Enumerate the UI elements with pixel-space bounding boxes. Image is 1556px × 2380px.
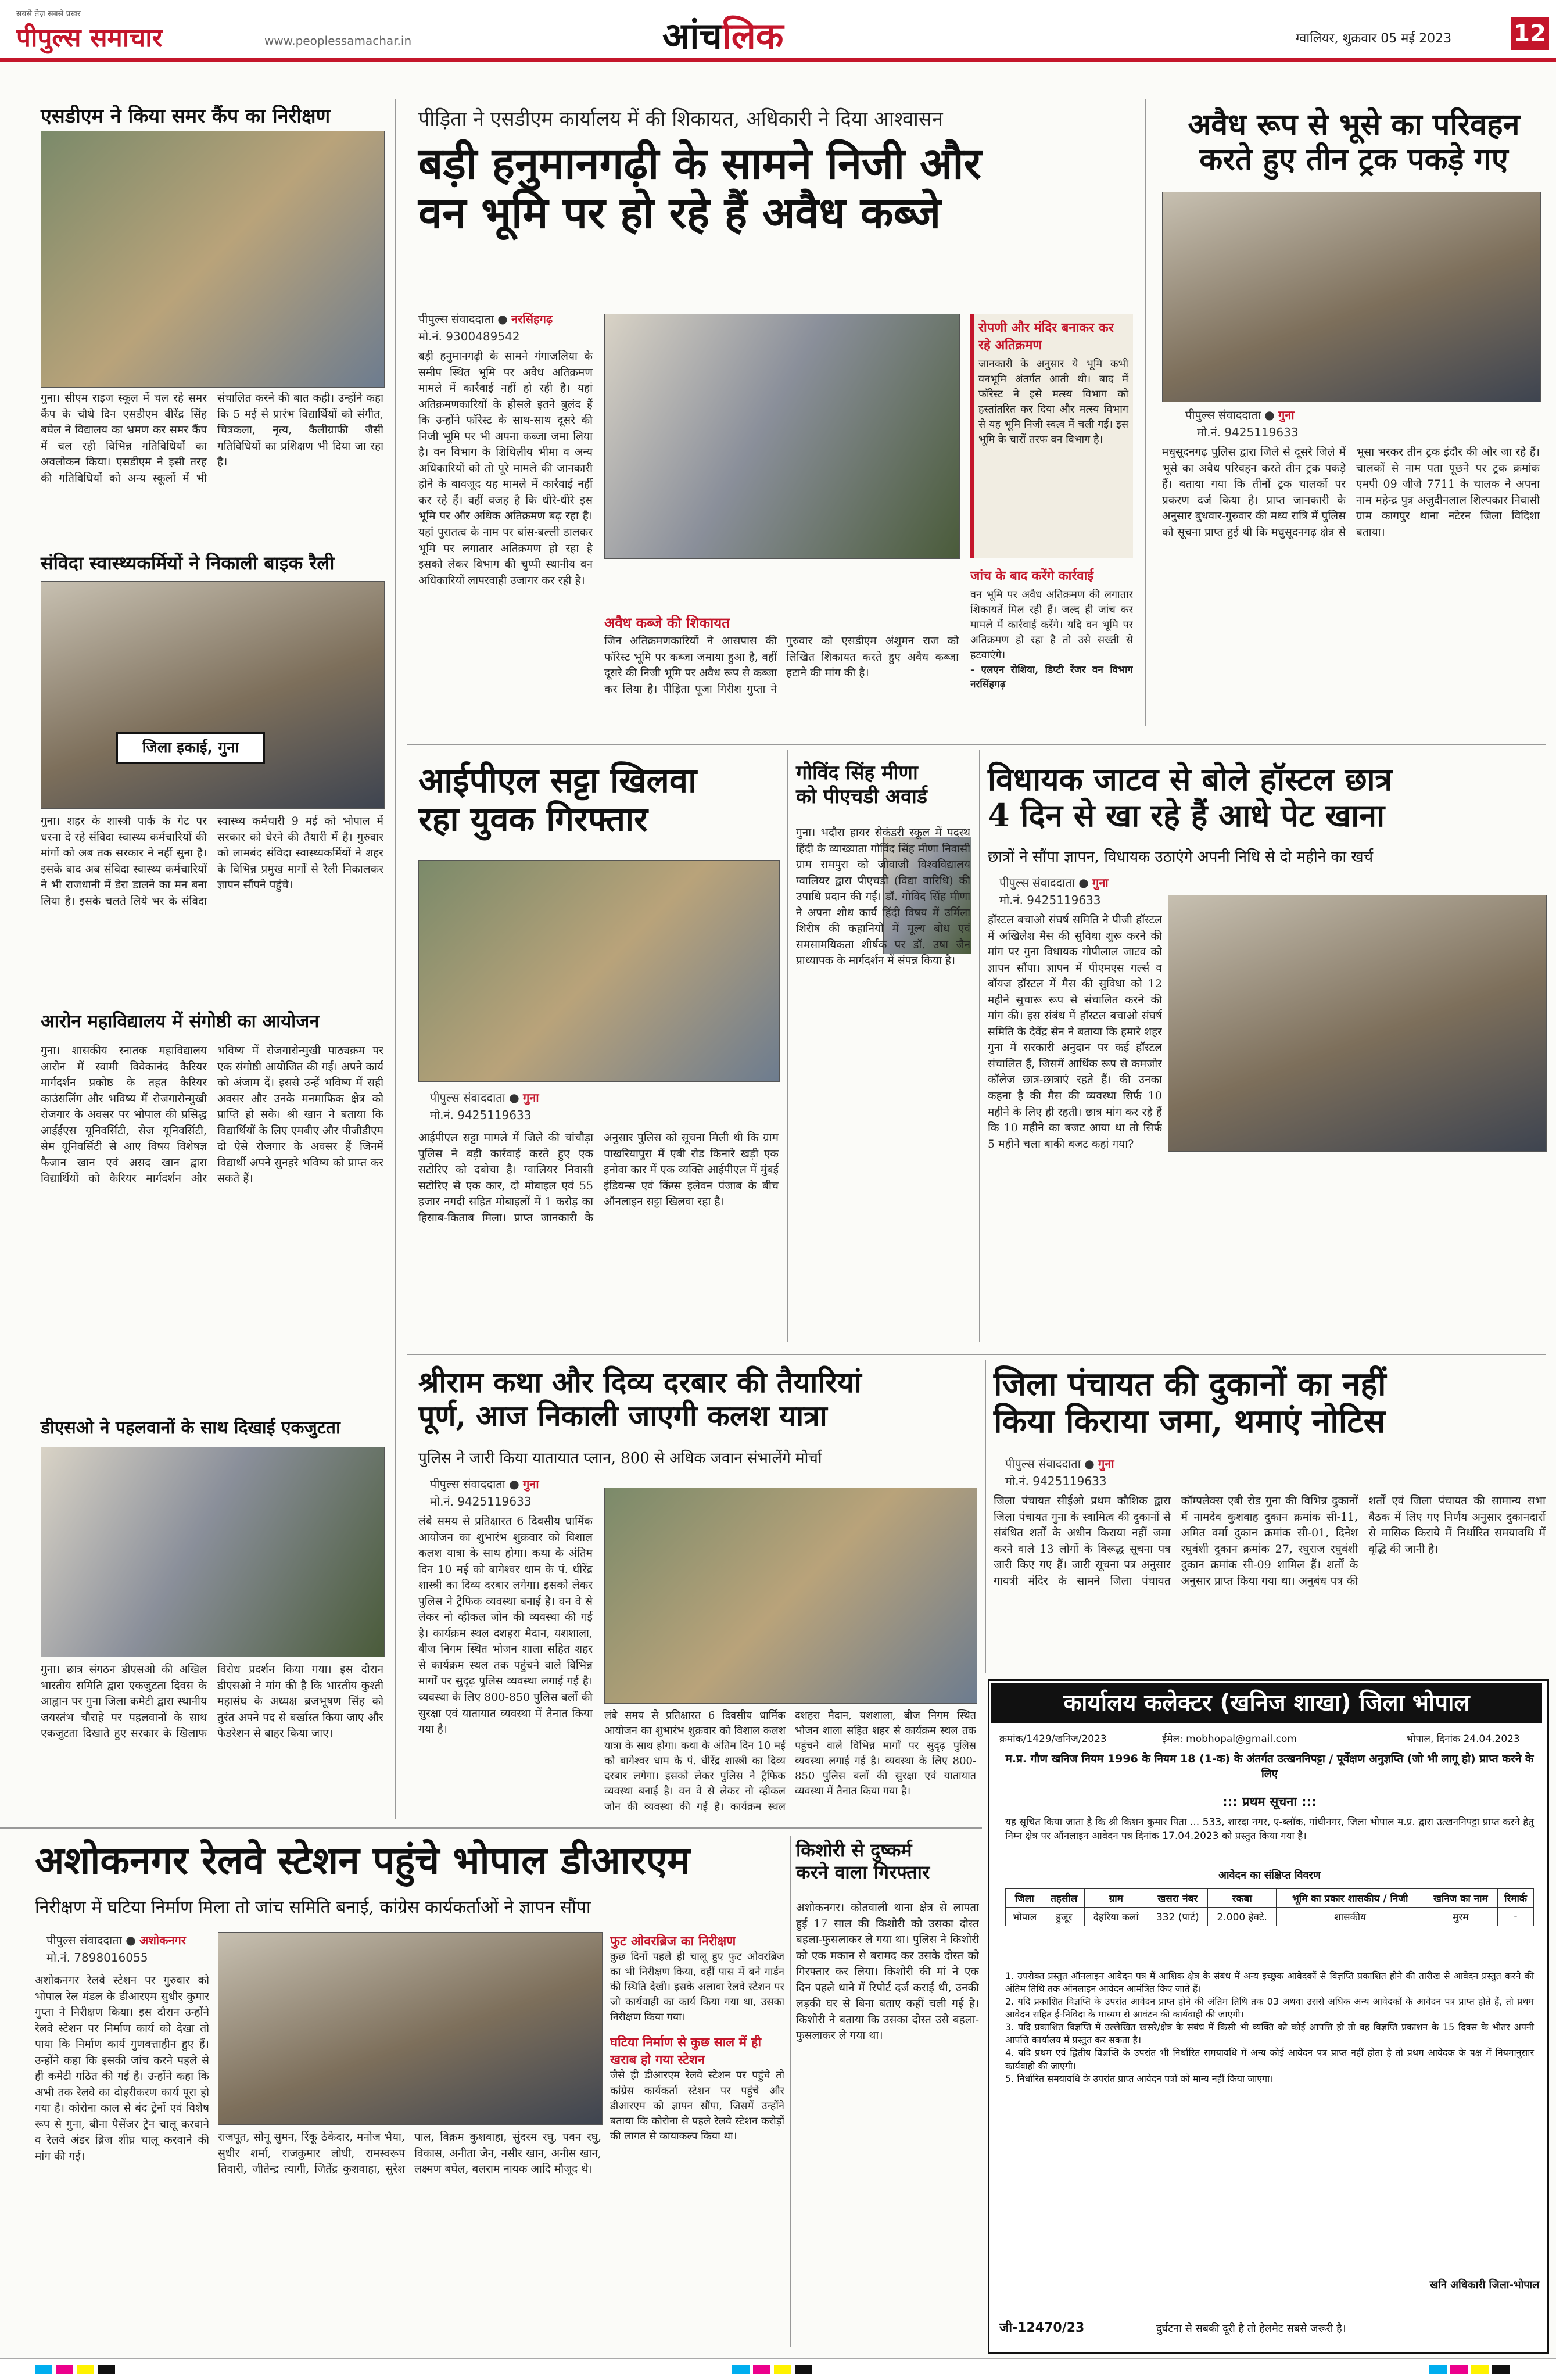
katha-press-photo bbox=[604, 1488, 977, 1704]
encroachment-box-head: रोपणी और मंदिर बनाकर कर रहे अतिक्रमण bbox=[978, 321, 1114, 353]
ipl-headline bbox=[418, 761, 779, 838]
drm-inspection-photo bbox=[218, 1932, 603, 2125]
trucks-photo bbox=[1162, 192, 1541, 402]
logo-tagline: सबसे तेज़ सबसे प्रखर bbox=[16, 9, 81, 19]
column-divider bbox=[790, 1836, 791, 2347]
hostel-text: हॉस्टल बचाओ संघर्ष समिति ने पीजी हॉस्टल में अखिलेश मैस की सुविधा शुरू करने की मांग पर गुना विधायक गोपीलाल जाटव को ज्ञापन सौंपा। ज्ञापन में पीएमएस गर्ल्स व बॉयज हॉस्टल में मैस की सुविधा को 12 महीने सुचारू रूप से संचालित करने की मांग की। इस संबंध में हॉस्टल बचाओ संघर्ष समिति के देवेंद्र सेन ने बताया कि हमारे शहर गुना में सरकारी अनुदान पर कई हॉस्टल संचालित हैं, जिसमें आर्थिक रूप से कमजोर कॉलेज छात्र-छात्राएं रहते हैं। की उनका कहना है की मैस की व्यवस्था सिर्फ 10 महीने के लिए ही रहती। छात्र मांग कर रहे हैं कि 10 महीने का बजट आया था तो सिर्फ 5 महीने चला बाकी बजट कहां गया? bbox=[988, 913, 1162, 1150]
hostel-memorandum-photo bbox=[1168, 895, 1547, 1152]
lead-text2: जिन अतिक्रमणकारियों ने आसपास की फॉरेस्ट भूमि पर कब्जा जमाया हुआ है, वहीं दूसरे की निजी भूमि पर अवैध रूप से कब्जा कर लिया है। पीड़िता पूजा गिरीश गुप्ता ने गुरुवार को एसडीएम अंशुमन राज को लिखित शिकायत करते हुए अवैध कब्जा हटाने की मांग की है। bbox=[604, 635, 959, 696]
hostel-place: गुना bbox=[1092, 876, 1109, 890]
footbridge-text: कुछ दिनों पहले ही चालू हुए फुट ओवरब्रिज का भी निरीक्षण किया, वहीं पास में बने गार्डन की स्थिति देखी। इसके अलावा रेलवे स्टेशन पर जो कार्यवाही का कार्य किया गया था, उसका निरीक्षण किया गया। bbox=[610, 1951, 784, 2024]
lead-kicker: पीड़िता ने एसडीएम कार्यालय में की शिकायत, अधिकारी ने दिया आश्वासन bbox=[418, 107, 943, 131]
ad-clauses bbox=[1005, 1970, 1534, 2085]
panchayat-headline-line1: जिला पंचायत की दुकानों का नहीं bbox=[994, 1365, 1386, 1403]
website-url[interactable]: www.peoplessamachar.in bbox=[264, 34, 412, 48]
rally-banner: जिला इकाई, गुना bbox=[116, 732, 265, 764]
kishori-headline bbox=[796, 1839, 982, 1884]
lead-text: बड़ी हनुमानगढ़ी के सामने गंगाजलिया के समीप स्थित भूमि पर अवैध अतिक्रमण मामले में कार्रवाई नहीं हो रही है। यहां अतिक्रमणकारियों के हौसले इतने बुलंद हैं कि उन्होंने फॉरेस्ट के साथ-साथ दूसरे की निजी भूमि पर भी अपना कब्जा जमा लिया है। वन विभाग के शिथिलीय भीमा व अन्य अधिकारियों को तो पूरे मामले की जानकारी होने के बावजूद यह मामले में कार्रवाई नहीं कर रहे हैं। वहीं वजह है कि धीरे-धीरे इस भूमि पर और अधिक अतिक्रमण बढ़ रहा है। यहां पुरातत्व के नाम पर बांस-बल्ली डालकर भूमि पर लगातार अतिक्रमण हो रहा है इसको लेकर विभाग की चुप्पी स्थानीय वन अधिकारियों लापरवाही उजागर कर रही है। bbox=[418, 350, 593, 587]
ad-td: शासकीय bbox=[1277, 1908, 1424, 1926]
section-title-part1: आंच bbox=[662, 15, 722, 57]
katha-text-continued: लंबे समय से प्रतिक्षारत 6 दिवसीय धार्मिक आयोजन का शुभारंभ शुक्रवार को विशाल कलश यात्रा के साथ होगा। कथा के अंतिम दिन 10 मई को बागेश्वर धाम के पं. धीरेंद्र शास्त्री का दिव्य दरबार लगेगा। इसको लेकर पुलिस ने ट्रैफिक व्यवस्था बनाई है। वन वे से लेकर नो व्हीकल जोन की व्यवस्था की गई है। कार्यक्रम स्थल दशहरा मैदान, यशशाला, बीज निगम स्थित भोजन शाला सहित शहर से कार्यक्रम स्थल तक पहुंचने वाले विभिन्न मार्गों पर सुदृढ़ पुलिस व्यवस्था लगाई गई है। व्यवस्था के लिए 800-850 पुलिस बलों की सुरक्षा एवं यातायात व्यवस्था में तैनात किया गया है। bbox=[604, 1709, 976, 1813]
section-divider bbox=[407, 1354, 1546, 1355]
ad-table-header-row bbox=[1006, 1889, 1534, 1908]
ashoknagar-phone: मो.नं. 7898016055 bbox=[46, 1951, 148, 1965]
trucks-place: गुना bbox=[1278, 408, 1295, 422]
panchayat-phone: मो.नं. 9425119633 bbox=[1005, 1474, 1107, 1488]
newspaper-logo bbox=[16, 8, 163, 54]
ad-td: - bbox=[1497, 1908, 1533, 1926]
ipl-phone: मो.नं. 9425119633 bbox=[430, 1108, 532, 1122]
poor-construction-text: जैसे ही डीआरएम रेलवे स्टेशन पर पहुंचे तो कांग्रेस कार्यकर्ता स्टेशन पर पहुंचे और डीआरएम को ज्ञापन सौंपा, जिसमें उन्होंने बताया कि कोरोना से पहले रेलवे स्टेशन करोड़ों की लागत से कायाकल्प किया था। bbox=[610, 2069, 784, 2142]
katha-byline: पीपुल्स संवाददाता ● गुना bbox=[430, 1477, 539, 1491]
phd-headline-line1: गोविंद सिंह मीणा bbox=[796, 761, 918, 784]
ad-td: हुजूर bbox=[1044, 1908, 1085, 1926]
hostel-headline-line1: विधायक जाटव से बोले हॉस्टल छात्र bbox=[988, 761, 1393, 798]
katha-place: गुना bbox=[523, 1477, 539, 1491]
ad-td: 2.000 हेक्टे. bbox=[1208, 1908, 1277, 1926]
ad-th: रिमार्क bbox=[1497, 1889, 1533, 1908]
hostel-phone: मो.नं. 9425119633 bbox=[999, 893, 1101, 907]
poor-construction-head: घटिया निर्माण से कुछ साल में ही खराब हो गया स्टेशन bbox=[610, 2035, 762, 2068]
bike-rally-headline: संविदा स्वास्थ्यकर्मियों ने निकाली बाइक रैली bbox=[41, 552, 335, 574]
ipl-reporter: पीपुल्स संवाददाता bbox=[430, 1091, 505, 1105]
ad-th: तहसील bbox=[1044, 1889, 1085, 1908]
ad-td: 332 (पार्ट) bbox=[1148, 1908, 1207, 1926]
ad-ref: क्रमांक/1429/खनिज/2023 bbox=[999, 1733, 1107, 1745]
lead-headline-line1: बड़ी हनुमानगढ़ी के सामने निजी और bbox=[418, 139, 981, 189]
bike-rally-photo bbox=[41, 581, 385, 809]
katha-phone: मो.नं. 9425119633 bbox=[430, 1494, 532, 1508]
ashoknagar-kicker: निरीक्षण में घटिया निर्माण मिला तो जांच समिति बनाई, कांग्रेस कार्यकर्ताओं ने ज्ञापन सौंपा bbox=[35, 1897, 591, 1917]
panchayat-text: जिला पंचायत सीईओ प्रथम कौशिक द्वारा जिला पंचायत गुना के स्वामित्व की दुकानों से संबंधित शर्तों के अधीन किराया नहीं जमा करने वाले 13 लोगों के विरूद्ध सूचना पत्र जारी किए गए हैं। जारी सूचना पत्र अनुसार गायत्री मंदिर के सामने जिला पंचायत कॉम्पलेक्स एबी रोड गुना की विभिन्न दुकानों में नामदेव कुशवाह दुकान क्रमांक सी-11, अमित वर्मा दुकान क्रमांक सी-01, दिनेश रघुवंशी दुकान क्रमांक 27, रघुराज रघुवंशी दुकान क्रमांक सी-09 शामिल हैं। शर्तों के अनुसार प्राप्त किया गया था। अनुबंध पत्र की शर्तों एवं जिला पंचायत की सामान्य सभा बैठक में लिए गए निर्णय अनुसार दुकानदारों से मासिक किराये में निर्धारित समयावधि में वृद्धि की जानी है। bbox=[994, 1494, 1546, 1587]
trucks-phone: मो.नं. 9425119633 bbox=[1197, 425, 1299, 439]
summer-camp-photo bbox=[41, 131, 385, 388]
column-divider bbox=[979, 750, 980, 1342]
ad-td: देहरिया कलां bbox=[1085, 1908, 1148, 1926]
ad-th: खसरा नंबर bbox=[1148, 1889, 1207, 1908]
hostel-byline: पीपुल्स संवाददाता ● गुना bbox=[999, 876, 1109, 890]
panchayat-byline: पीपुल्स संवाददाता ● गुना bbox=[1005, 1457, 1114, 1471]
trucks-text: मधुसूदनगढ़ पुलिस द्वारा जिले से दूसरे जिले में भूसे का अवैध परिवहन करते तीन ट्रक पकड़े हैं। बताया गया कि तीनों ट्रक चालकों पर प्रकरण दर्ज किया है। प्राप्त जानकारी के अनुसार बुधवार-गुरुवार की मध्य रात्रि में पुलिस को सूचना प्राप्त हुई थी कि मधुसूदनगढ़ क्षेत्र से भूसा भरकर तीन ट्रक इंदौर की ओर जा रहे हैं। चालकों से नाम पता पूछने पर ट्रक क्रमांक एमपी 09 जीजे 7711 के चालक ने अपना नाम महेन्द्र पुत्र अजुदीनलाल शिल्पकार निवासी ग्राम कागपुर थाना नटेरन जिला विदिशा बताया। bbox=[1162, 446, 1540, 539]
kishori-headline-line2: करने वाला गिरफ्तार bbox=[796, 1861, 930, 1884]
ipl-arrest-photo bbox=[418, 860, 780, 1082]
lead-place: नरसिंहगढ़ bbox=[511, 312, 553, 326]
dso-headline: डीएसओ ने पहलवानों के साथ दिखाई एकजुटता bbox=[41, 1418, 340, 1438]
dso-text: गुना। छात्र संगठन डीएसओ की अखिल भारतीय समिति द्वारा एकजुटता दिवस के आह्वान पर गुना जिला कमेटी द्वारा स्थानीय जयस्तंभ चौराहे पर पहलवानों के साथ एकजुटता दिखाते हुए सरकार के खिलाफ विरोध प्रदर्शन किया गया। इस दौरान डीएसओ ने मांग की है कि भारतीय कुश्ती महासंघ के अध्यक्ष ब्रजभूषण सिंह को तुरंत अपने पद से बर्खास्त किया जाए और फेडरेशन से बाहर किया जाए। bbox=[41, 1663, 383, 1740]
trucks-reporter: पीपुल्स संवाददाता bbox=[1185, 408, 1261, 422]
ad-intro: यह सूचित किया जाता है कि श्री किशन कुमार पिता ... 533, शारदा नगर, ए-ब्लॉक, गांधीनगर, जिला भोपाल म.प्र. द्वारा उत्खननिपट्टा प्राप्त करने हेतु निम्न क्षेत्र पर ऑनलाइन आवेदन पत्र दिनांक 17.04.2023 को प्रस्तुत किया गया है। bbox=[1005, 1816, 1534, 1842]
panchayat-headline bbox=[994, 1365, 1546, 1440]
ashoknagar-byline: पीपुल्स संवाददाता ● अशोकनगर bbox=[46, 1933, 186, 1947]
ad-clause: 4. यदि प्रथम एवं द्वितीय विज्ञप्ति के उपरांत भी निर्धारित समयावधि में अन्य कोई आवेदन पत्र प्राप्त नहीं होता है तो प्रथम आवेदक के पक्ष में नियमानुसार कार्यवाही की जाएगी। bbox=[1005, 2047, 1534, 2071]
ad-code: जी-12470/23 bbox=[999, 2321, 1085, 2335]
section-divider bbox=[407, 744, 1546, 745]
ad-email: ईमेल: mobhopal@gmail.com bbox=[1162, 1733, 1297, 1745]
footbridge-head: फुट ओवरब्रिज का निरीक्षण bbox=[610, 1934, 736, 1949]
column-divider bbox=[787, 750, 788, 1342]
ad-clause: 3. यदि प्रकाशित विज्ञप्ति में उल्लेखित खसरे/क्षेत्र के संबंध में किसी भी व्यक्ति को कोई आपत्ति हो तो वह विज्ञप्ति प्रकाशन के 15 दिवस के भीतर अपनी आपत्ति कार्यालय में प्रस्तुत कर सकता है। bbox=[1005, 2021, 1534, 2046]
encroachment-box bbox=[970, 314, 1133, 558]
dateline: ग्वालियर, शुक्रवार 05 मई 2023 bbox=[1296, 31, 1452, 46]
ad-th: रकबा bbox=[1208, 1889, 1277, 1908]
hostel-headline bbox=[988, 761, 1546, 833]
ashoknagar-place: अशोकनगर bbox=[139, 1933, 186, 1947]
print-registration-bar bbox=[0, 2358, 1556, 2380]
lead-phone: मो.नं. 9300489542 bbox=[418, 329, 520, 343]
bike-rally-text: गुना। शहर के शास्त्री पार्क के गेट पर धरना दे रहे संविदा स्वास्थ्य कर्मचारियों की मांगों को अब तक सरकार ने नहीं सुना है। इसके बाद अब संविदा स्वास्थ्य कर्मचारियों ने भी राजधानी में डेरा डालने का मन बना लिया है। इसके चलते लिये भर के संविदा स्वास्थ्य कर्मचारी 9 मई को भोपाल में सरकार को घेरने की तैयारी में है। गुरुवार को लामबंद संविदा स्वास्थ्यकर्मियों ने शहर के विभिन्न प्रमुख मार्गों से रैली निकालकर ज्ञापन सौंपने पहुंचे। bbox=[41, 815, 383, 908]
katha-kicker: पुलिस ने जारी किया यातायात प्लान, 800 से अधिक जवान संभालेंगे मोर्चा bbox=[418, 1450, 822, 1467]
lead-reporter: पीपुल्स संवाददाता bbox=[418, 312, 494, 326]
section-title bbox=[662, 10, 783, 59]
ad-clause: 5. निर्धारित समयावधि के उपरांत प्राप्त आवेदन पत्रों को मान्य नहीं किया जाएगा। bbox=[1005, 2073, 1274, 2084]
summer-camp-headline: एसडीएम ने किया समर कैंप का निरीक्षण bbox=[41, 105, 331, 128]
phd-headline-line2: को पीएचडी अवार्ड bbox=[796, 784, 927, 808]
ad-footer: दुर्घटना से सबकी दूरी है तो हेलमेट सबसे जरूरी है। bbox=[1156, 2322, 1346, 2335]
section-divider bbox=[0, 1827, 982, 1829]
ad-date: भोपाल, दिनांक 24.04.2023 bbox=[1406, 1733, 1520, 1745]
encroachment-box-text: जानकारी के अनुसार ये भूमि कभी वनभूमि अंतर्गत आती थी। बाद में फॉरेस्ट ने इसे मत्स्य विभाग को हस्तांतरित कर दिया और मत्स्य विभाग से यह भूमि निजी स्वत्व में चली गई। इस भूमि के चारों तरफ वन विभाग है। bbox=[978, 358, 1128, 446]
lead-byline: पीपुल्स संवाददाता ● नरसिंहगढ़ bbox=[418, 312, 553, 326]
katha-reporter: पीपुल्स संवाददाता bbox=[430, 1477, 505, 1491]
phd-headline bbox=[796, 761, 970, 809]
ad-clause: 2. यदि प्रकाशित विज्ञप्ति के उपरांत आवेदन प्राप्त होने की अंतिम तिथि तक 03 अथवा उससे अधिक अन्य आवेदकों के आवेदन पत्र प्राप्त होते हैं, तो प्रथम आवेदन सहित ई-निविदा के माध्यम से आवंटन की कार्यवाही की जाएगी। bbox=[1005, 1996, 1534, 2020]
column-divider bbox=[985, 1360, 986, 1673]
ipl-headline-line2: रहा युवक गिरफ्तार bbox=[418, 799, 648, 839]
hostel-headline-line2: 4 दिन से खा रहे हैं आधे पेट खाना bbox=[988, 797, 1385, 834]
column-divider bbox=[1145, 99, 1146, 726]
officer-quote-box bbox=[970, 567, 1133, 732]
ad-signature: खनि अधिकारी जिला-भोपाल bbox=[1429, 2279, 1540, 2291]
ipl-place: गुना bbox=[523, 1091, 539, 1105]
officer-quote-head: जांच के बाद करेंगे कार्रवाई bbox=[970, 569, 1094, 583]
column-divider bbox=[395, 99, 396, 1819]
color-bars-center bbox=[732, 2365, 816, 2376]
page-number: 12 bbox=[1511, 17, 1549, 50]
color-bars-left bbox=[35, 2365, 119, 2376]
kishori-text: अशोकनगर। कोतवाली थाना क्षेत्र से लापता हुई 17 साल की किशोरी को उसका दोस्त बहला-फुसलाकर ले गया था। पुलिस ने किशोरी को एक मकान से बरामद कर उसके दोस्त को गिरफ्तार कर लिया। किशोरी की मां ने एक दिन पहले थाने में रिपोर्ट दर्ज कराई थी, उनकी लड़की घर से बिना बताए कहीं चली गई है। किशोरी ने बताया कि उसका दोस्त उसे बहला-फुसलाकर ले गया था। bbox=[796, 1901, 979, 2042]
ad-th: भूमि का प्रकार शासकीय / निजी bbox=[1277, 1889, 1424, 1908]
hostel-kicker: छात्रों ने सौंपा ज्ञापन, विधायक उठाएंगे अपनी निधि से दो महीने का खर्च bbox=[988, 848, 1374, 866]
color-bars-right bbox=[1429, 2365, 1513, 2376]
katha-headline bbox=[418, 1365, 976, 1432]
officer-quote-sign: - एलएन रोशिया, डिप्टी रेंजर वन विभाग नरसिंहगढ़ bbox=[970, 664, 1133, 691]
ad-td: भोपाल bbox=[1006, 1908, 1044, 1926]
katha-headline-line2: पूर्ण, आज निकाली जाएगी कलश यात्रा bbox=[418, 1398, 827, 1433]
logo-text: पीपुल्स समाचार bbox=[16, 23, 163, 53]
ipl-headline-line1: आईपीएल सट्टा खिलवा bbox=[418, 761, 697, 800]
panchayat-place: गुना bbox=[1098, 1457, 1114, 1471]
aron-seminar-headline: आरोन महाविद्यालय में संगोष्ठी का आयोजन bbox=[41, 1011, 320, 1032]
panchayat-headline-line2: किया किराया जमा, थमाएं नोटिस bbox=[994, 1402, 1386, 1441]
trucks-byline: पीपुल्स संवाददाता ● गुना bbox=[1185, 408, 1295, 422]
ad-th: ग्राम bbox=[1085, 1889, 1148, 1908]
trucks-headline-line1: अवैध रूप से भूसे का परिवहन bbox=[1188, 107, 1520, 142]
ad-th: जिला bbox=[1006, 1889, 1044, 1908]
officer-quote-text: वन भूमि पर अवैध अतिक्रमण की लगातार शिकायतें मिल रही हैं। जल्द ही जांच कर मामले में कार्रवाई करेंगे। यदि वन भूमि पर अतिक्रमण हो रहा है तो उसे सख्ती से हटवाएंगे। bbox=[970, 589, 1133, 662]
ashoknagar-names: राजपूत, सोनू सुमन, रिंकू ठेकेदार, मनोज भैया, सुधीर शर्मा, राजकुमार लोधी, रामस्वरूप तिवारी, जीतेन्द्र त्यागी, जितेंद्र कुशवाहा, सुरेश पाल, विक्रम कुशवाहा, सुंदरम रघु, पवन रघु, विकास, अनीता जैन, नसीर खान, अनीस खान, लक्ष्मण बघेल, बलराम नायक आदि मौजूद थे। bbox=[218, 2131, 601, 2176]
ad-table-caption: आवेदन का संक्षिप्त विवरण bbox=[1218, 1869, 1321, 1881]
lead-headline bbox=[418, 139, 1139, 238]
ashoknagar-text: अशोकनगर रेलवे स्टेशन पर गुरुवार को भोपाल रेल मंडल के डीआरएम सुधीर कुमार गुप्ता ने निरीक्षण किया। इस दौरान उन्होंने रेलवे स्टेशन पर निर्माण कार्य को देखा तो पाया कि निर्माण कार्य गुणवत्ताहीन हुए हैं। उन्होंने कहा कि इसकी जांच करने पहले से ही कमेटी गठित की गई है। उन्होंने कहा कि अभी तक रेलवे का दोहरीकरण कार्य पूरा हो गया है। कोरोना काल से बंद ट्रेनों एवं विशेष रूप से गुना, बीना पैसेंजर ट्रेन चालू करवाने व रेलवे अंडर ब्रिज शीघ्र चालू करवाने की मांग की गई। bbox=[35, 1974, 209, 2163]
ipl-byline: पीपुल्स संवाददाता ● गुना bbox=[430, 1091, 539, 1105]
table-row bbox=[1006, 1908, 1534, 1926]
ad-subject: म.प्र. गौण खनिज नियम 1996 के नियम 18 (1-क) के अंतर्गत उत्खननिपट्टा / पूर्वेक्षण अनुज्ञप्ति (जो भी लागू हो) प्राप्त करने के लिए bbox=[1005, 1752, 1534, 1780]
ad-notice-head: ::: प्रथम सूचना ::: bbox=[1222, 1795, 1317, 1809]
aron-seminar-text: गुना। शासकीय स्नातक महाविद्यालय आरोन में स्वामी विवेकानंद कैरियर मार्गदर्शन प्रकोष्ठ के तहत कैरियर काउंसलिंग और भविष्य में रोजगारोन्मुखी रोजगार के अवसर पर भोपाल की प्रसिद्ध आईईएस यूनिवर्सिटी, सेज यूनिवर्सिटी, सेम यूनिवर्सिटी से आए विषय विशेषज्ञ फैजान खान एवं असद खान द्वारा विद्यार्थियों को कैरियर मार्गदर्शन और भविष्य में रोजगारोन्मुखी पाठ्यक्रम पर एक संगोष्ठी आयोजित की गई। अपने कार्य को अंजाम दें। इससे उन्हें भविष्य में सही अवसर और उनके मनमाफिक क्षेत्र को प्राप्ति हो सके। श्री खान ने बताया कि विद्यार्थियों के लिए एमबीए और पीजीडीएम दो ऐसे रोजगार के अवसर हैं जिनमें विद्यार्थी अपने सुनहरे भविष्य को प्राप्त कर सकते हैं। bbox=[41, 1044, 383, 1185]
ashoknagar-side-boxes bbox=[610, 1932, 784, 2350]
panchayat-reporter: पीपुल्स संवाददाता bbox=[1005, 1457, 1081, 1471]
ashoknagar-headline: अशोकनगर रेलवे स्टेशन पहुंचे भोपाल डीआरएम bbox=[35, 1838, 690, 1883]
lead-headline-line2: वन भूमि पर हो रहे हैं अवैध कब्जे bbox=[418, 188, 941, 239]
lead-photo bbox=[604, 314, 960, 559]
katha-headline-line1: श्रीराम कथा और दिव्य दरबार की तैयारियां bbox=[418, 1365, 862, 1399]
trucks-headline bbox=[1162, 107, 1546, 177]
ad-clause: 1. उपरोक्त प्रस्तुत ऑनलाइन आवेदन पत्र में आंशिक क्षेत्र के संबंध में अन्य इच्छुक आवेदकों से विज्ञप्ति प्रकाशित होने की तारीख से आवेदन प्रस्तुत करने की अंतिम तिथि तक ऑनलाइन आवेदन आमंत्रित किए जाते हैं। bbox=[1005, 1970, 1534, 1995]
ad-th: खनिज का नाम bbox=[1424, 1889, 1497, 1908]
summer-camp-text: गुना। सीएम राइज स्कूल में चल रहे समर कैंप के चौथे दिन एसडीएम वीरेंद्र सिंह बघेल ने विद्यालय का भ्रमण कर समर कैंप में चल रही विभिन्न गतिविधियों का अवलोकन किया। एसडीएम ने इसी तरह की गतिविधियों को अन्य स्कूलों में भी संचालित करने की बात कही। उन्होंने कहा कि 5 मई से प्रारंभ विद्यार्थियों को संगीत, चित्रकला, नृत्य, कैलीग्राफी जैसी गतिविधियों का प्रशिक्षण भी दिया जा रहा है। bbox=[41, 392, 383, 485]
trucks-headline-line2: करते हुए तीन ट्रक पकड़े गए bbox=[1199, 141, 1508, 177]
kishori-headline-line1: किशोरी से दुष्कर्म bbox=[796, 1839, 912, 1861]
dso-protest-photo bbox=[41, 1447, 385, 1657]
ad-application-table bbox=[1005, 1888, 1534, 1926]
ipl-text: आईपीएल सट्टा मामले में जिले की चांचौड़ा पुलिस ने बड़ी कार्रवाई करते हुए एक सटोरिए को दबोचा है। ग्वालियर निवासी सटोरिए से एक कार, दो मोबाइल एवं 55 हजार नगदी सहित मोबाइलों में 1 करोड़ का हिसाब-किताब मिला। प्राप्त जानकारी के अनुसार पुलिस को सूचना मिली थी कि ग्राम पाखरियापुरा में एबी रोड किनारे खड़ी एक इनोवा कार में एक व्यक्ति आईपीएल में मुंबई इंडियन्स एवं किंग्स इलेवन पंजाब के बीच ऑनलाइन सट्टा खिलवा रहा है। bbox=[418, 1131, 779, 1224]
section-title-part2: लिक bbox=[722, 15, 784, 57]
ad-title: कार्यालय कलेक्टर (खनिज शाखा) जिला भोपाल bbox=[991, 1683, 1542, 1723]
ashoknagar-reporter: पीपुल्स संवाददाता bbox=[46, 1933, 122, 1947]
hostel-reporter: पीपुल्स संवाददाता bbox=[999, 876, 1075, 890]
katha-text: लंबे समय से प्रतिक्षारत 6 दिवसीय धार्मिक आयोजन का शुभारंभ शुक्रवार को विशाल कलश यात्रा के साथ होगा। कथा के अंतिम दिन 10 मई को बागेश्वर धाम के पं. धीरेंद्र शास्त्री का दिव्य दरबार लगेगा। इसको लेकर पुलिस ने ट्रैफिक व्यवस्था बनाई है। वन वे से लेकर नो व्हीकल जोन की व्यवस्था की गई है। कार्यक्रम स्थल दशहरा मैदान, यशशाला, बीज निगम स्थित भोजन शाला सहित शहर से कार्यक्रम स्थल तक पहुंचने वाले विभिन्न मार्गों पर सुदृढ़ पुलिस व्यवस्था लगाई गई है। व्यवस्था के लिए 800-850 पुलिस बलों की सुरक्षा एवं यातायात व्यवस्था में तैनात किया गया है। bbox=[418, 1515, 593, 1736]
phd-text: गुना। भदौरा हायर सेकंडरी स्कूल में पदस्थ हिंदी के व्याख्याता गोविंद सिंह मीणा निवासी ग्राम रामपुरा को जीवाजी विश्वविद्यालय ग्वालियर द्वारा पीएचडी (विद्या वारिधि) की उपाधि प्रदान की गई। डॉ. गोविंद सिंह मीणा ने अपना शोध कार्य हिंदी विषय में उर्मिला शिरीष की कहानियों में मूल्य बोध एवं समसामयिकता शीर्षक पर डॉ. उषा जैन प्राध्यापक के मार्गदर्शन में संपन्न किया है। bbox=[796, 826, 970, 967]
lead-subhead: अवैध कब्जे की शिकायत bbox=[604, 615, 730, 631]
ad-td: मुरम bbox=[1424, 1908, 1497, 1926]
